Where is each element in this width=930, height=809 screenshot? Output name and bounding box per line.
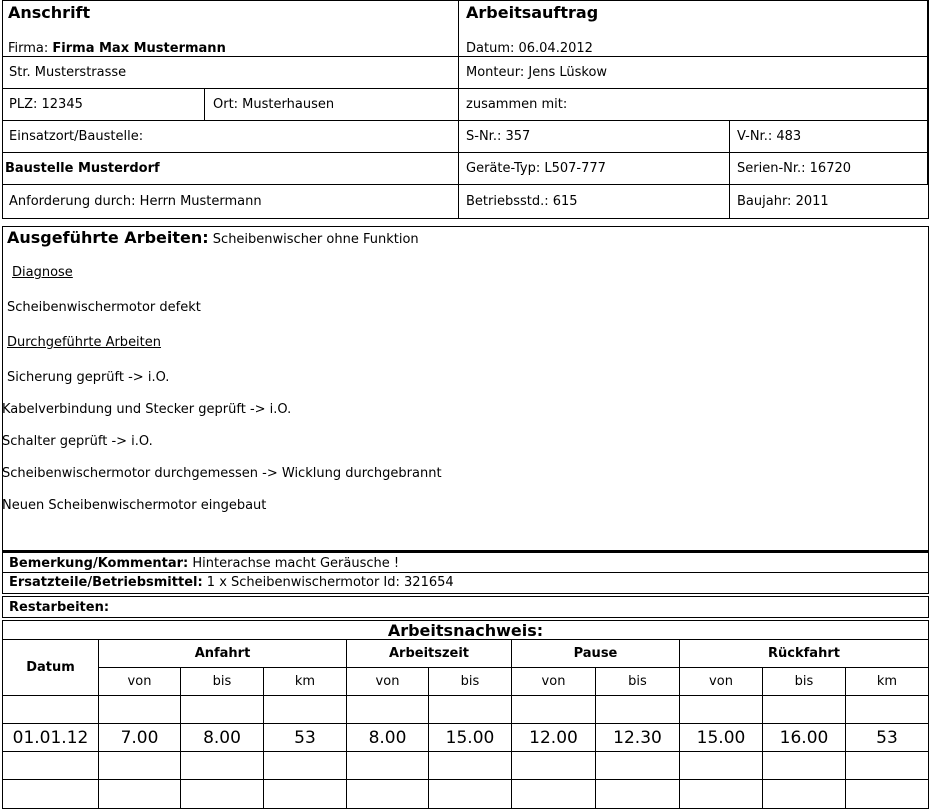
ort-cell [205, 89, 459, 121]
empty-cell [3, 780, 99, 809]
address-heading: Anschrift [8, 3, 91, 22]
v-nr-text: V-Nr.: 483 [737, 129, 802, 144]
cell-anfahrt-von: 7.00 [99, 724, 181, 752]
work-line: Kabelverbindung und Stecker geprüft -> i.O. [2, 402, 292, 417]
empty-cell [596, 696, 680, 724]
empty-cell [680, 780, 763, 809]
empty-cell [347, 752, 429, 780]
empty-cell [99, 696, 181, 724]
restarbeiten-label: Restarbeiten: [9, 600, 110, 615]
v-nr-cell [730, 121, 928, 153]
done-heading: Durchgeführte Arbeiten [7, 335, 162, 350]
ort-text: Ort: Musterhausen [213, 97, 335, 112]
firma-label: Firma: [8, 41, 53, 56]
subheader: bis [763, 668, 846, 696]
subheader: km [264, 668, 347, 696]
order-cell-datum [459, 1, 928, 57]
s-nr-cell [459, 121, 730, 153]
empty-cell [596, 780, 680, 809]
plz-cell [3, 89, 205, 121]
subheader: km [846, 668, 928, 696]
subheader: bis [596, 668, 680, 696]
empty-cell [181, 780, 264, 809]
cell-pause-bis: 12.30 [596, 724, 680, 752]
datum-line: Datum: 06.04.2012 [466, 41, 593, 56]
work-subtitle: Scheibenwischer ohne Funktion [208, 232, 419, 247]
firma-line [8, 41, 226, 56]
empty-cell [264, 696, 347, 724]
datum-header: Datum [3, 640, 99, 696]
subheader: von [99, 668, 181, 696]
geraete-typ-cell [459, 153, 730, 185]
empty-cell [763, 696, 846, 724]
cell-arbeitszeit-von: 8.00 [347, 724, 429, 752]
empty-cell [846, 780, 928, 809]
empty-cell [181, 752, 264, 780]
ersatzteile-value: 1 x Scheibenwischermotor Id: 321654 [202, 575, 454, 590]
cell-anfahrt-bis: 8.00 [181, 724, 264, 752]
empty-cell [763, 752, 846, 780]
group-header-arbeitszeit: Arbeitszeit [347, 640, 512, 668]
cell-anfahrt-km: 53 [264, 724, 347, 752]
subheader: bis [181, 668, 264, 696]
subheader: bis [429, 668, 512, 696]
diagnose-text: Scheibenwischermotor defekt [7, 300, 201, 315]
anforderung-text: Anforderung durch: Herrn Mustermann [9, 194, 262, 209]
ersatzteile-label: Ersatzteile/Betriebsmittel: [9, 575, 203, 590]
restarbeiten-bar [2, 596, 929, 618]
plz-text: PLZ: 12345 [9, 97, 83, 112]
cell-rueckfahrt-bis: 16.00 [763, 724, 846, 752]
bemerkung-label: Bemerkung/Kommentar: [9, 556, 189, 571]
geraete-typ-text: Geräte-Typ: L507-777 [466, 161, 606, 176]
empty-cell [680, 696, 763, 724]
empty-cell [846, 752, 928, 780]
work-line: Sicherung geprüft -> i.O. [7, 370, 170, 385]
empty-cell [429, 780, 512, 809]
zusammen-text: zusammen mit: [466, 97, 568, 112]
bemerkung-value: Hinterachse macht Geräusche ! [188, 556, 400, 571]
subheader: von [680, 668, 763, 696]
betriebsstd-text: Betriebsstd.: 615 [466, 194, 578, 209]
empty-cell [181, 696, 264, 724]
empty-cell [763, 780, 846, 809]
betriebsstd-cell [459, 185, 730, 218]
s-nr-text: S-Nr.: 357 [466, 129, 531, 144]
empty-cell [3, 752, 99, 780]
serien-nr-cell [730, 153, 928, 185]
cell-datum: 01.01.12 [3, 724, 99, 752]
baujahr-text: Baujahr: 2011 [737, 194, 829, 209]
address-cell-firma [3, 1, 459, 57]
monteur-cell [459, 57, 928, 89]
einsatzort-cell [3, 121, 459, 153]
group-header-anfahrt: Anfahrt [99, 640, 347, 668]
ersatzteile-bar [2, 573, 929, 594]
cell-arbeitszeit-bis: 15.00 [429, 724, 512, 752]
work-line: Schalter geprüft -> i.O. [2, 434, 153, 449]
baustelle-cell [3, 153, 459, 185]
monteur-text: Monteur: Jens Lüskow [466, 65, 608, 80]
bemerkung-bar [2, 551, 929, 573]
empty-cell [512, 780, 596, 809]
baustelle-text: Baustelle Musterdorf [5, 161, 160, 176]
empty-cell [429, 752, 512, 780]
work-title-line [7, 228, 419, 247]
subheader: von [347, 668, 429, 696]
arbeitsnachweis-title: Arbeitsnachweis: [3, 621, 928, 640]
empty-cell [512, 752, 596, 780]
work-line: Neuen Scheibenwischermotor eingebaut [2, 498, 267, 513]
empty-cell [347, 696, 429, 724]
anforderung-cell [3, 185, 459, 218]
order-heading: Arbeitsauftrag [466, 3, 599, 22]
empty-cell [99, 752, 181, 780]
cell-rueckfahrt-km: 53 [846, 724, 928, 752]
empty-cell [99, 780, 181, 809]
group-header-pause: Pause [512, 640, 680, 668]
cell-pause-von: 12.00 [512, 724, 596, 752]
empty-cell [596, 752, 680, 780]
empty-cell [264, 780, 347, 809]
work-line: Scheibenwischermotor durchgemessen -> Wicklung durchgebrannt [2, 466, 442, 481]
street-text: Str. Musterstrasse [9, 65, 127, 80]
work-title: Ausgeführte Arbeiten: [7, 228, 209, 247]
subheader: von [512, 668, 596, 696]
diagnose-heading: Diagnose [12, 265, 73, 280]
empty-cell [512, 696, 596, 724]
zusammen-cell [459, 89, 928, 121]
firma-value: Firma Max Mustermann [52, 41, 226, 56]
einsatzort-text: Einsatzort/Baustelle: [9, 129, 144, 144]
empty-cell [680, 752, 763, 780]
street-cell [3, 57, 459, 89]
group-header-rueckfahrt: Rückfahrt [680, 640, 928, 668]
baujahr-cell [730, 185, 928, 218]
serien-nr-text: Serien-Nr.: 16720 [737, 161, 852, 176]
empty-cell [429, 696, 512, 724]
empty-cell [264, 752, 347, 780]
cell-rueckfahrt-von: 15.00 [680, 724, 763, 752]
empty-cell [347, 780, 429, 809]
empty-cell [846, 696, 928, 724]
empty-cell [3, 696, 99, 724]
